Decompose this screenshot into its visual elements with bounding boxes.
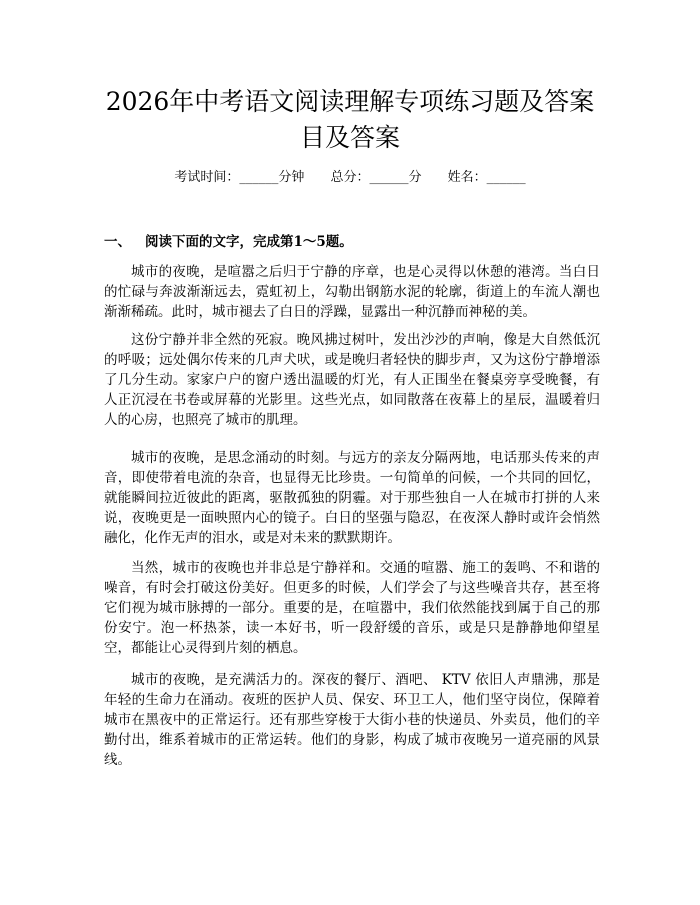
- passage-paragraph-3: 城市的夜晚，是思念涌动的时刻。与远方的亲友分隔两地，电话那头传来的声音，即使带着电流的杂音，也显得无比珍贵。一句简单的问候，一个共同的回忆，就能瞬间拉近彼此的距离，驱散孤独的阴霾。对于那些独自一人在城市打拼的人来说，夜晚更是一面映照内心的镜子。白日的坚强与隐忍，在夜深人静时或许会悄然融化，化作无声的泪水，或是对未来的默默期许。: [104, 450, 600, 546]
- total-score-field: 总分：______分: [330, 170, 422, 185]
- section-heading: [104, 233, 353, 251]
- exam-time-field: 考试时间：______分钟: [174, 170, 305, 185]
- title-line-2: 目及答案: [299, 123, 400, 152]
- passage-paragraph-1: 城市的夜晚，是喧嚣之后归于宁静的序章，也是心灵得以休憩的港湾。当白日的忙碌与奔波渐渐远去，霓虹初上，勾勒出钢筋水泥的轮廓，街道上的车流人潮也渐渐稀疏。此时，城市褪去了白日的浮躁，显露出一种沉静而神秘的美。: [104, 264, 600, 320]
- section-instruction: 阅读下面的文字，完成第1～5题。: [145, 234, 353, 250]
- name-field: 姓名：______: [447, 170, 526, 185]
- passage-paragraph-5: 城市的夜晚，是充满活力的。深夜的餐厅、酒吧、 KTV 依旧人声鼎沸，那是年轻的生命力在涌动。夜班的医护人员、保安、环卫工人，他们坚守岗位，保障着城市在黑夜中的正常运行。还有那些穿梭于大街小巷的快递员、外卖员，他们的辛勤付出，维系着城市的正常运转。他们的身影，构成了城市夜晚另一道亮丽的风景线。: [104, 672, 600, 768]
- passage-paragraph-2: 这份宁静并非全然的死寂。晚风拂过树叶，发出沙沙的声响，像是大自然低沉的呼吸；远处偶尔传来的几声犬吠，或是晚归者轻快的脚步声，又为这份宁静增添了几分生动。家家户户的窗户透出温暖的灯光，有人正围坐在餐桌旁享受晚餐，有人正沉浸在书卷或屏幕的光影里。这些光点，如同散落在夜幕上的星辰，温暖着归人的心房，也照亮了城市的肌理。: [104, 332, 600, 428]
- section-number: 一、: [104, 234, 131, 250]
- exam-info: [0, 169, 700, 187]
- passage-paragraph-4: 当然，城市的夜晚也并非总是宁静祥和。交通的喧嚣、施工的轰鸣、不和谐的噪音，有时会打破这份美好。但更多的时候，人们学会了与这些噪音共存，甚至将它们视为城市脉搏的一部分。重要的是，在喧嚣中，我们依然能找到属于自己的那份安宁。泡一杯热茶，读一本好书，听一段舒缓的音乐，或是只是静静地仰望星空，都能让心灵得到片刻的栖息。: [104, 560, 600, 656]
- title-line-1: 2026年中考语文阅读理解专项练习题及答案: [105, 87, 595, 116]
- page-title: [60, 84, 640, 156]
